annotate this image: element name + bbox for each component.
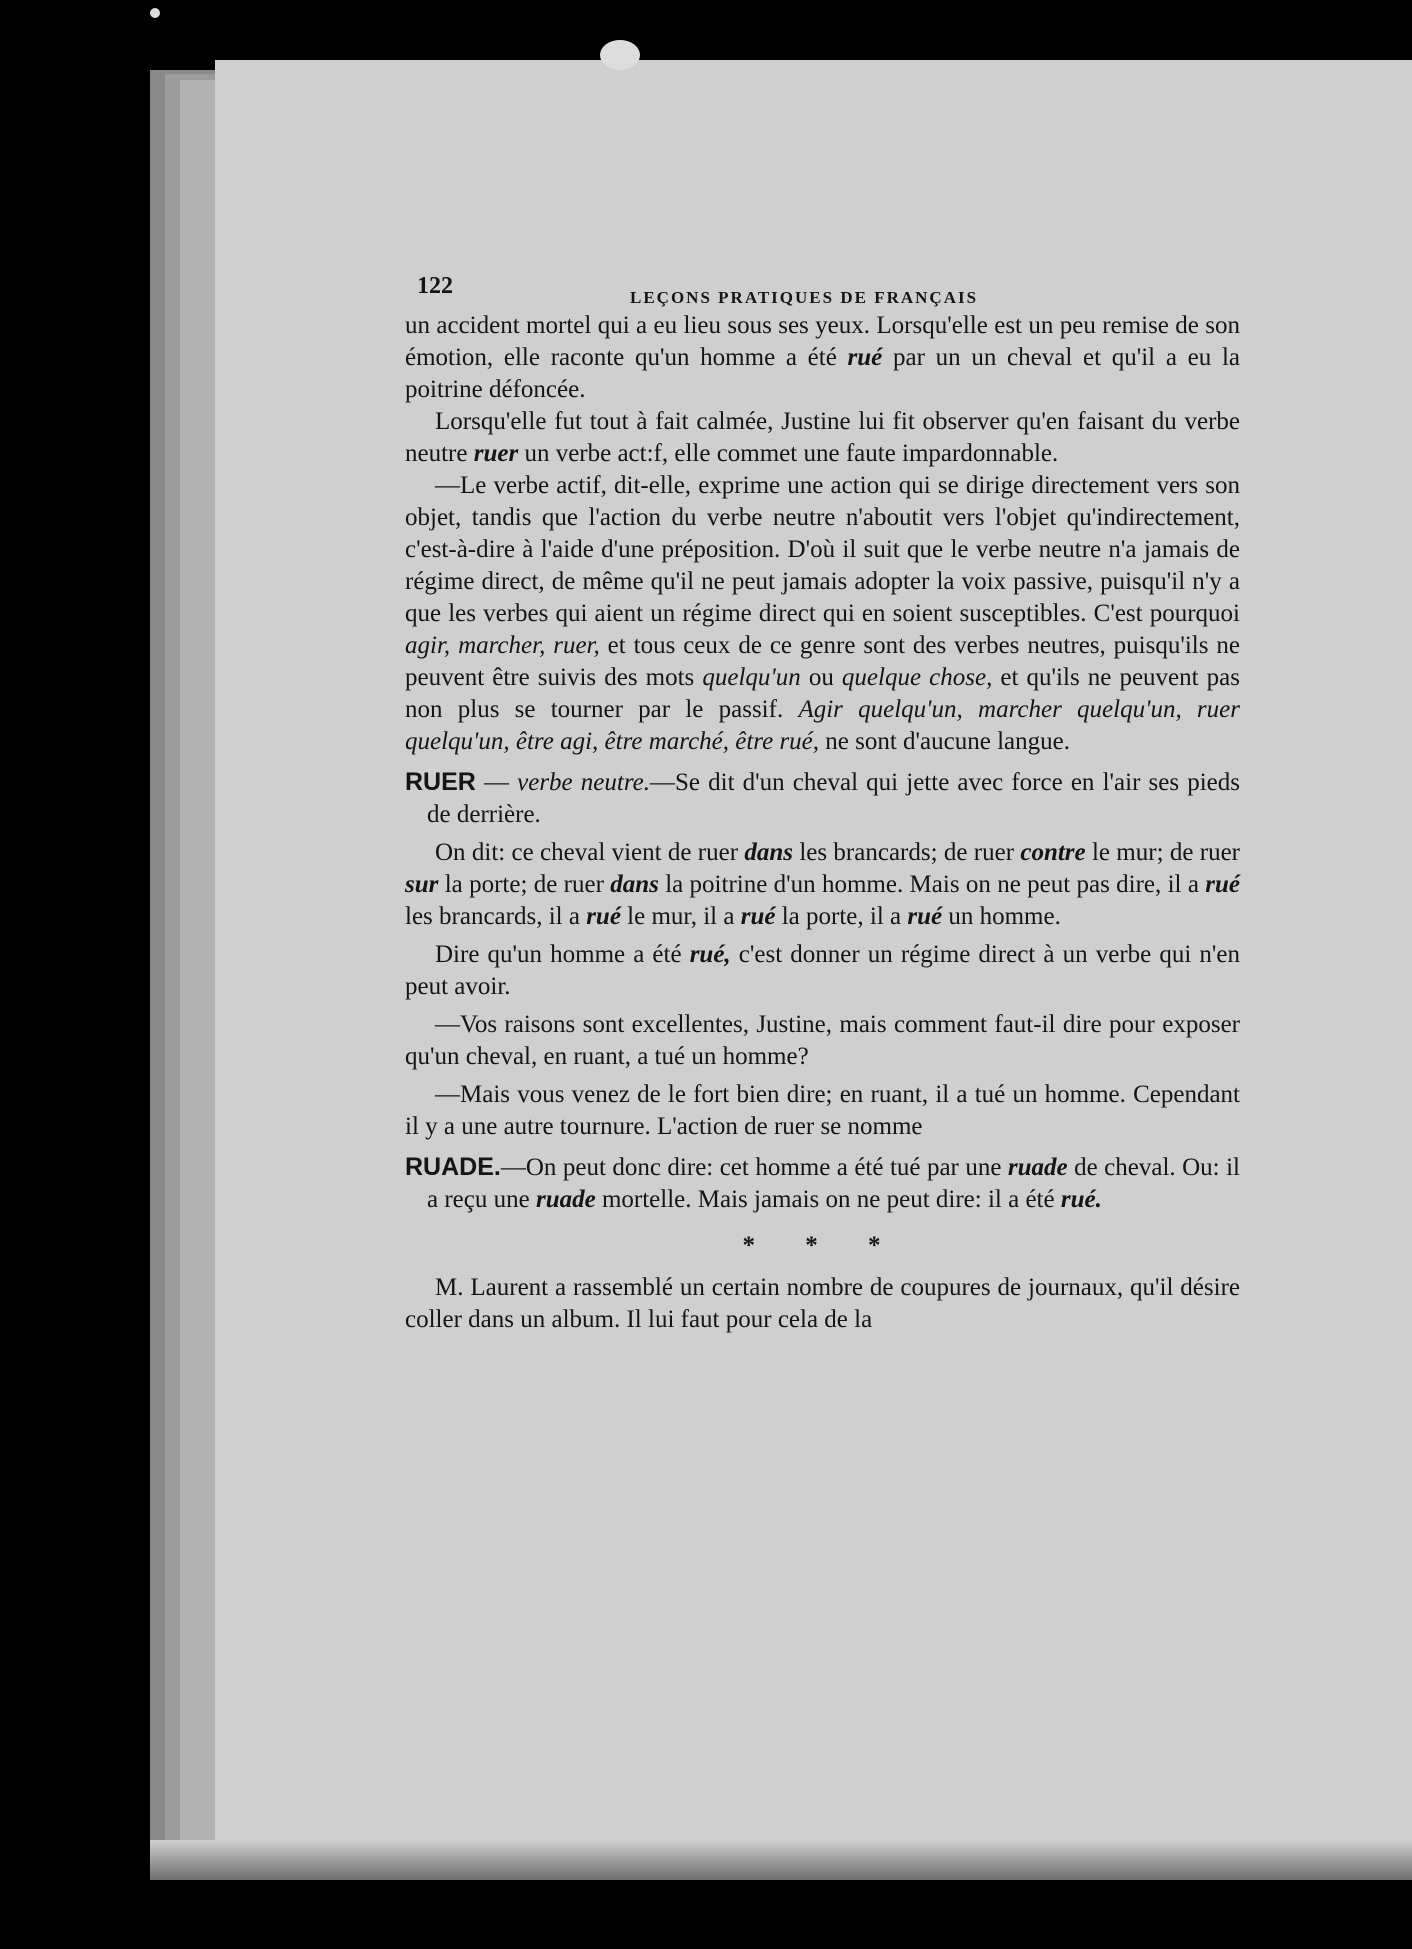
entry-headword: RUADE.	[405, 1153, 501, 1181]
dictionary-entry: RUER — verbe neutre.—Se dit d'un cheval qui jette avec force en l'air ses pieds de derrière.	[405, 768, 1240, 828]
scan-speck	[150, 8, 160, 18]
running-title: LEÇONS PRATIQUES DE FRANÇAIS	[630, 288, 979, 307]
paragraph: —Le verbe actif, dit-elle, exprime une action qui se dirige directement vers son objet, tandis que l'action du verbe neutre n'aboutit vers l'objet qu'indirectement, c'est-à-dire à l'aide d'une préposition. D'où il suit que le verbe neutre n'a jamais de régime direct, de même qu'il ne peut jamais adopter la voix passive, puisqu'il n'y a que les verbes qui aient un régime direct qui en soient susceptibles. C'est pourquoi agir, marcher, ruer, et tous ceux de ce genre sont des verbes neutres, puisqu'ils ne peuvent être suivis des mots quelqu'un ou quelque chose, et qu'ils ne peuvent pas non plus se tourner par le passif. Agir quelqu'un, marcher quelqu'un, ruer quelqu'un, être agi, être marché, être rué, ne sont d'aucune langue.	[405, 472, 1240, 755]
section-separator: * * *	[742, 1232, 903, 1259]
dictionary-entry: RUADE.—On peut donc dire: cet homme a été tué par une ruade de cheval. Ou: il a reçu une ruade mortelle. Mais jamais on ne peut dire: il a été rué.	[405, 1153, 1240, 1213]
page-number: 122	[417, 273, 453, 299]
page-bottom-shadow	[150, 1840, 1412, 1880]
paragraph: Dire qu'un homme a été rué, c'est donner un régime direct à un verbe qui n'en peut avoir.	[405, 941, 1240, 1000]
scan-speck	[600, 40, 640, 70]
paragraph: —Vos raisons sont excellentes, Justine, mais comment faut-il dire pour exposer qu'un cheval, en ruant, a tué un homme?	[405, 1011, 1240, 1070]
paragraph: —Mais vous venez de le fort bien dire; en ruant, il a tué un homme. Cependant il y a une autre tournure. L'action de ruer se nomme	[405, 1081, 1240, 1140]
entry-headword: RUER	[405, 768, 476, 796]
page-text	[405, 260, 1240, 1336]
paragraph: Lorsqu'elle fut tout à fait calmée, Justine lui fit observer qu'en faisant du verbe neutre ruer un verbe act:f, elle commet une faute impardonnable.	[405, 408, 1240, 467]
paragraph: un accident mortel qui a eu lieu sous ses yeux. Lorsqu'elle est un peu remise de son émotion, elle raconte qu'un homme a été rué par un un cheval et qu'il a eu la poitrine défoncée.	[405, 312, 1240, 403]
paragraph: M. Laurent a rassemblé un certain nombre de coupures de journaux, qu'il désire coller dans un album. Il lui faut pour cela de la	[405, 1274, 1240, 1333]
page-header	[405, 260, 1240, 310]
paragraph: On dit: ce cheval vient de ruer dans les brancards; de ruer contre le mur; de ruer sur la porte; de ruer dans la poitrine d'un homme. Mais on ne peut pas dire, il a rué les brancards, il a rué le mur, il a rué la porte, il a rué un homme.	[405, 839, 1240, 930]
